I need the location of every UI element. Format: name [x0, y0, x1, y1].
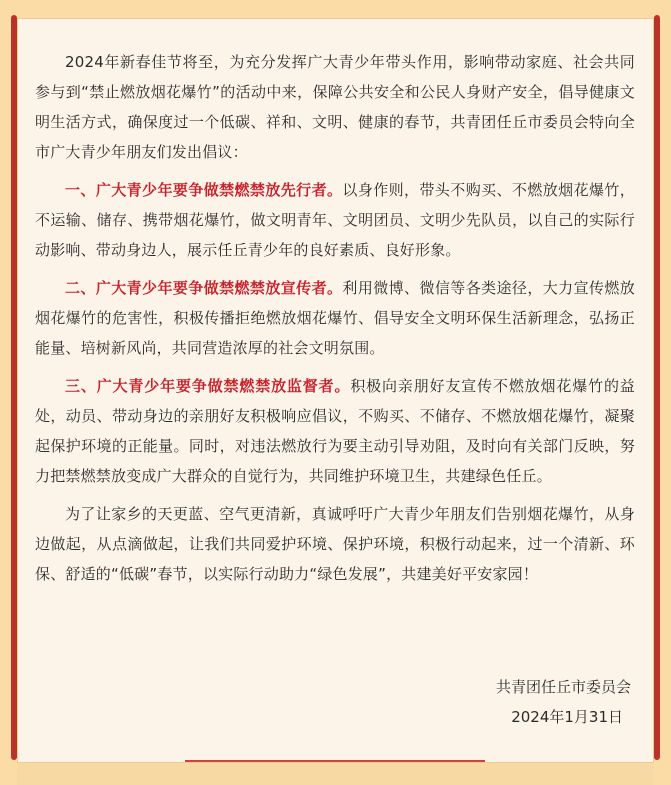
item-paragraph-3	[35, 371, 635, 491]
item-body-1: 以身作则，带头不购买、不燃放烟花爆竹，不运输、储存、携带烟花爆竹，做文明青年、文明团员、文明少先队员，以自己的实际行动影响、带动身边人，展示任丘青少年的良好素质、良好形象。	[35, 181, 635, 259]
item-heading-3: 三、广大青少年要争做禁燃禁放监督者。	[65, 377, 351, 395]
right-red-border	[654, 15, 660, 760]
item-body-2: 利用微博、微信等各类途径，大力宣传燃放烟花爆竹的危害性，积极传播拒绝燃放烟花爆竹、倡导安全文明环保生活新理念，弘扬正能量、培树新风尚，共同营造浓厚的社会文明氛围。	[35, 279, 635, 357]
signature-org: 共青团任丘市委员会	[495, 678, 631, 696]
bottom-band	[17, 763, 654, 785]
item-paragraph-1	[35, 175, 635, 265]
item-heading-2: 二、广大青少年要争做禁燃禁放宣传者。	[65, 279, 343, 297]
item-body-3: 积极向亲朋好友宣传不燃放烟花爆竹的益处，动员、带动身边的亲朋好友积极响应倡议，不购买、不储存、不燃放烟花爆竹，凝聚起保护环境的正能量。同时，对违法燃放行为要主动引导劝阻，及时向有关部门反映，努力把禁燃禁放变成广大群众的自觉行为，共同维护环境卫生，共建绿色任丘。	[35, 377, 635, 485]
item-paragraph-2	[35, 273, 635, 363]
intro-paragraph: 2024年新春佳节将至，为充分发挥广大青少年带头作用，影响带动家庭、社会共同参与到“禁止燃放烟花爆竹”的活动中来，保障公共安全和公民人身财产安全，倡导健康文明生活方式，确保度过一个低碳、祥和、文明、健康的春节，共青团任丘市委员会特向全市广大青少年朋友们发出倡议：	[35, 53, 635, 161]
bottom-red-line	[185, 760, 485, 762]
document-body	[35, 47, 635, 597]
signature-date: 2024年1月31日	[511, 708, 623, 726]
closing-paragraph: 为了让家乡的天更蓝、空气更清新，真诚呼吁广大青少年朋友们告别烟花爆竹，从身边做起，从点滴做起，让我们共同爱护环境、保护环境，积极行动起来，过一个清新、环保、舒适的“低碳”春节，以实际行动助力“绿色发展”，共建美好平安家园！	[35, 505, 635, 583]
item-heading-1: 一、广大青少年要争做禁燃禁放先行者。	[65, 181, 343, 199]
